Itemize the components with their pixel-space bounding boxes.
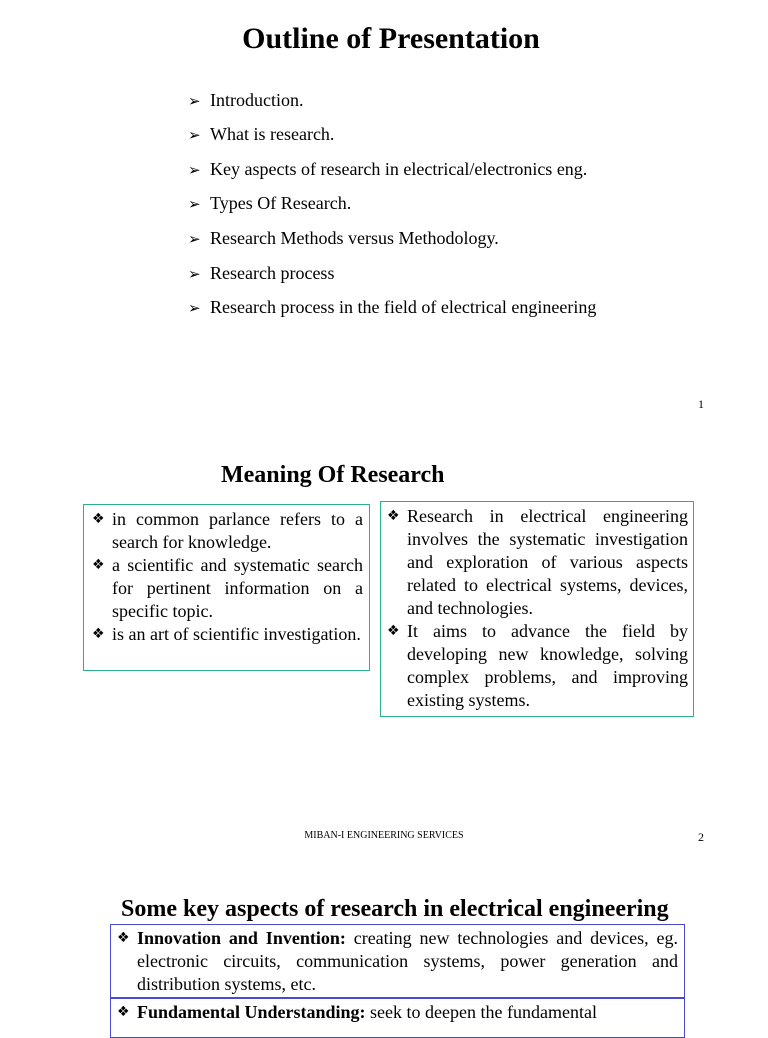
arrow-bullet-icon: ➢ [188, 126, 201, 144]
aspect-box-innovation [110, 924, 685, 998]
list-item: ❖ Innovation and Invention: creating new technologies and devices, eg. electronic circuits, communication systems, power generation and distribution systems, etc. [117, 928, 678, 994]
arrow-bullet-icon: ➢ [188, 92, 201, 110]
outline-item: ➢ Introduction. [188, 90, 304, 110]
diamond-bullet-icon: ❖ [387, 623, 400, 639]
list-item: ❖ It aims to advance the field by developing new knowledge, solving complex problems, and improving existing systems. [387, 621, 688, 710]
arrow-bullet-icon: ➢ [188, 161, 201, 179]
outline-item: ➢ Types Of Research. [188, 193, 352, 213]
definition-box-right [380, 501, 694, 717]
outline-item: ➢ Key aspects of research in electrical/electronics eng. [188, 159, 588, 179]
slide3-title: Some key aspects of research in electrical engineering [121, 896, 669, 922]
list-item: ❖ is an art of scientific investigation. [92, 624, 361, 644]
list-item: ❖ Fundamental Understanding: seek to deepen the fundamental [117, 1002, 597, 1022]
diamond-bullet-icon: ❖ [92, 557, 105, 573]
list-item: ❖ Research in electrical engineering involves the systematic investigation and exploration of various aspects related to electrical systems, devices, and technologies. [387, 506, 688, 618]
definition-box-left [83, 504, 370, 671]
page-number: 2 [698, 830, 704, 844]
outline-item: ➢ Research process [188, 263, 335, 283]
slide2-title: Meaning Of Research [221, 462, 445, 488]
diamond-bullet-icon: ❖ [387, 508, 400, 524]
diamond-bullet-icon: ❖ [117, 930, 130, 946]
arrow-bullet-icon: ➢ [188, 265, 201, 283]
aspect-box-fundamental [110, 998, 685, 1038]
list-item: ❖ a scientific and systematic search for pertinent information on a specific topic. [92, 555, 363, 621]
arrow-bullet-icon: ➢ [188, 195, 201, 213]
arrow-bullet-icon: ➢ [188, 299, 201, 317]
outline-item: ➢ Research process in the field of electrical engineering [188, 297, 597, 317]
diamond-bullet-icon: ❖ [92, 626, 105, 642]
diamond-bullet-icon: ❖ [117, 1004, 130, 1020]
slide1-title: Outline of Presentation [242, 22, 540, 55]
outline-item: ➢ Research Methods versus Methodology. [188, 228, 499, 248]
diamond-bullet-icon: ❖ [92, 511, 105, 527]
footer-company: MIBAN-I ENGINEERING SERVICES [304, 830, 464, 841]
arrow-bullet-icon: ➢ [188, 230, 201, 248]
page-number: 1 [698, 397, 704, 411]
list-item: ❖ in common parlance refers to a search for knowledge. [92, 509, 363, 552]
outline-item: ➢ What is research. [188, 124, 335, 144]
